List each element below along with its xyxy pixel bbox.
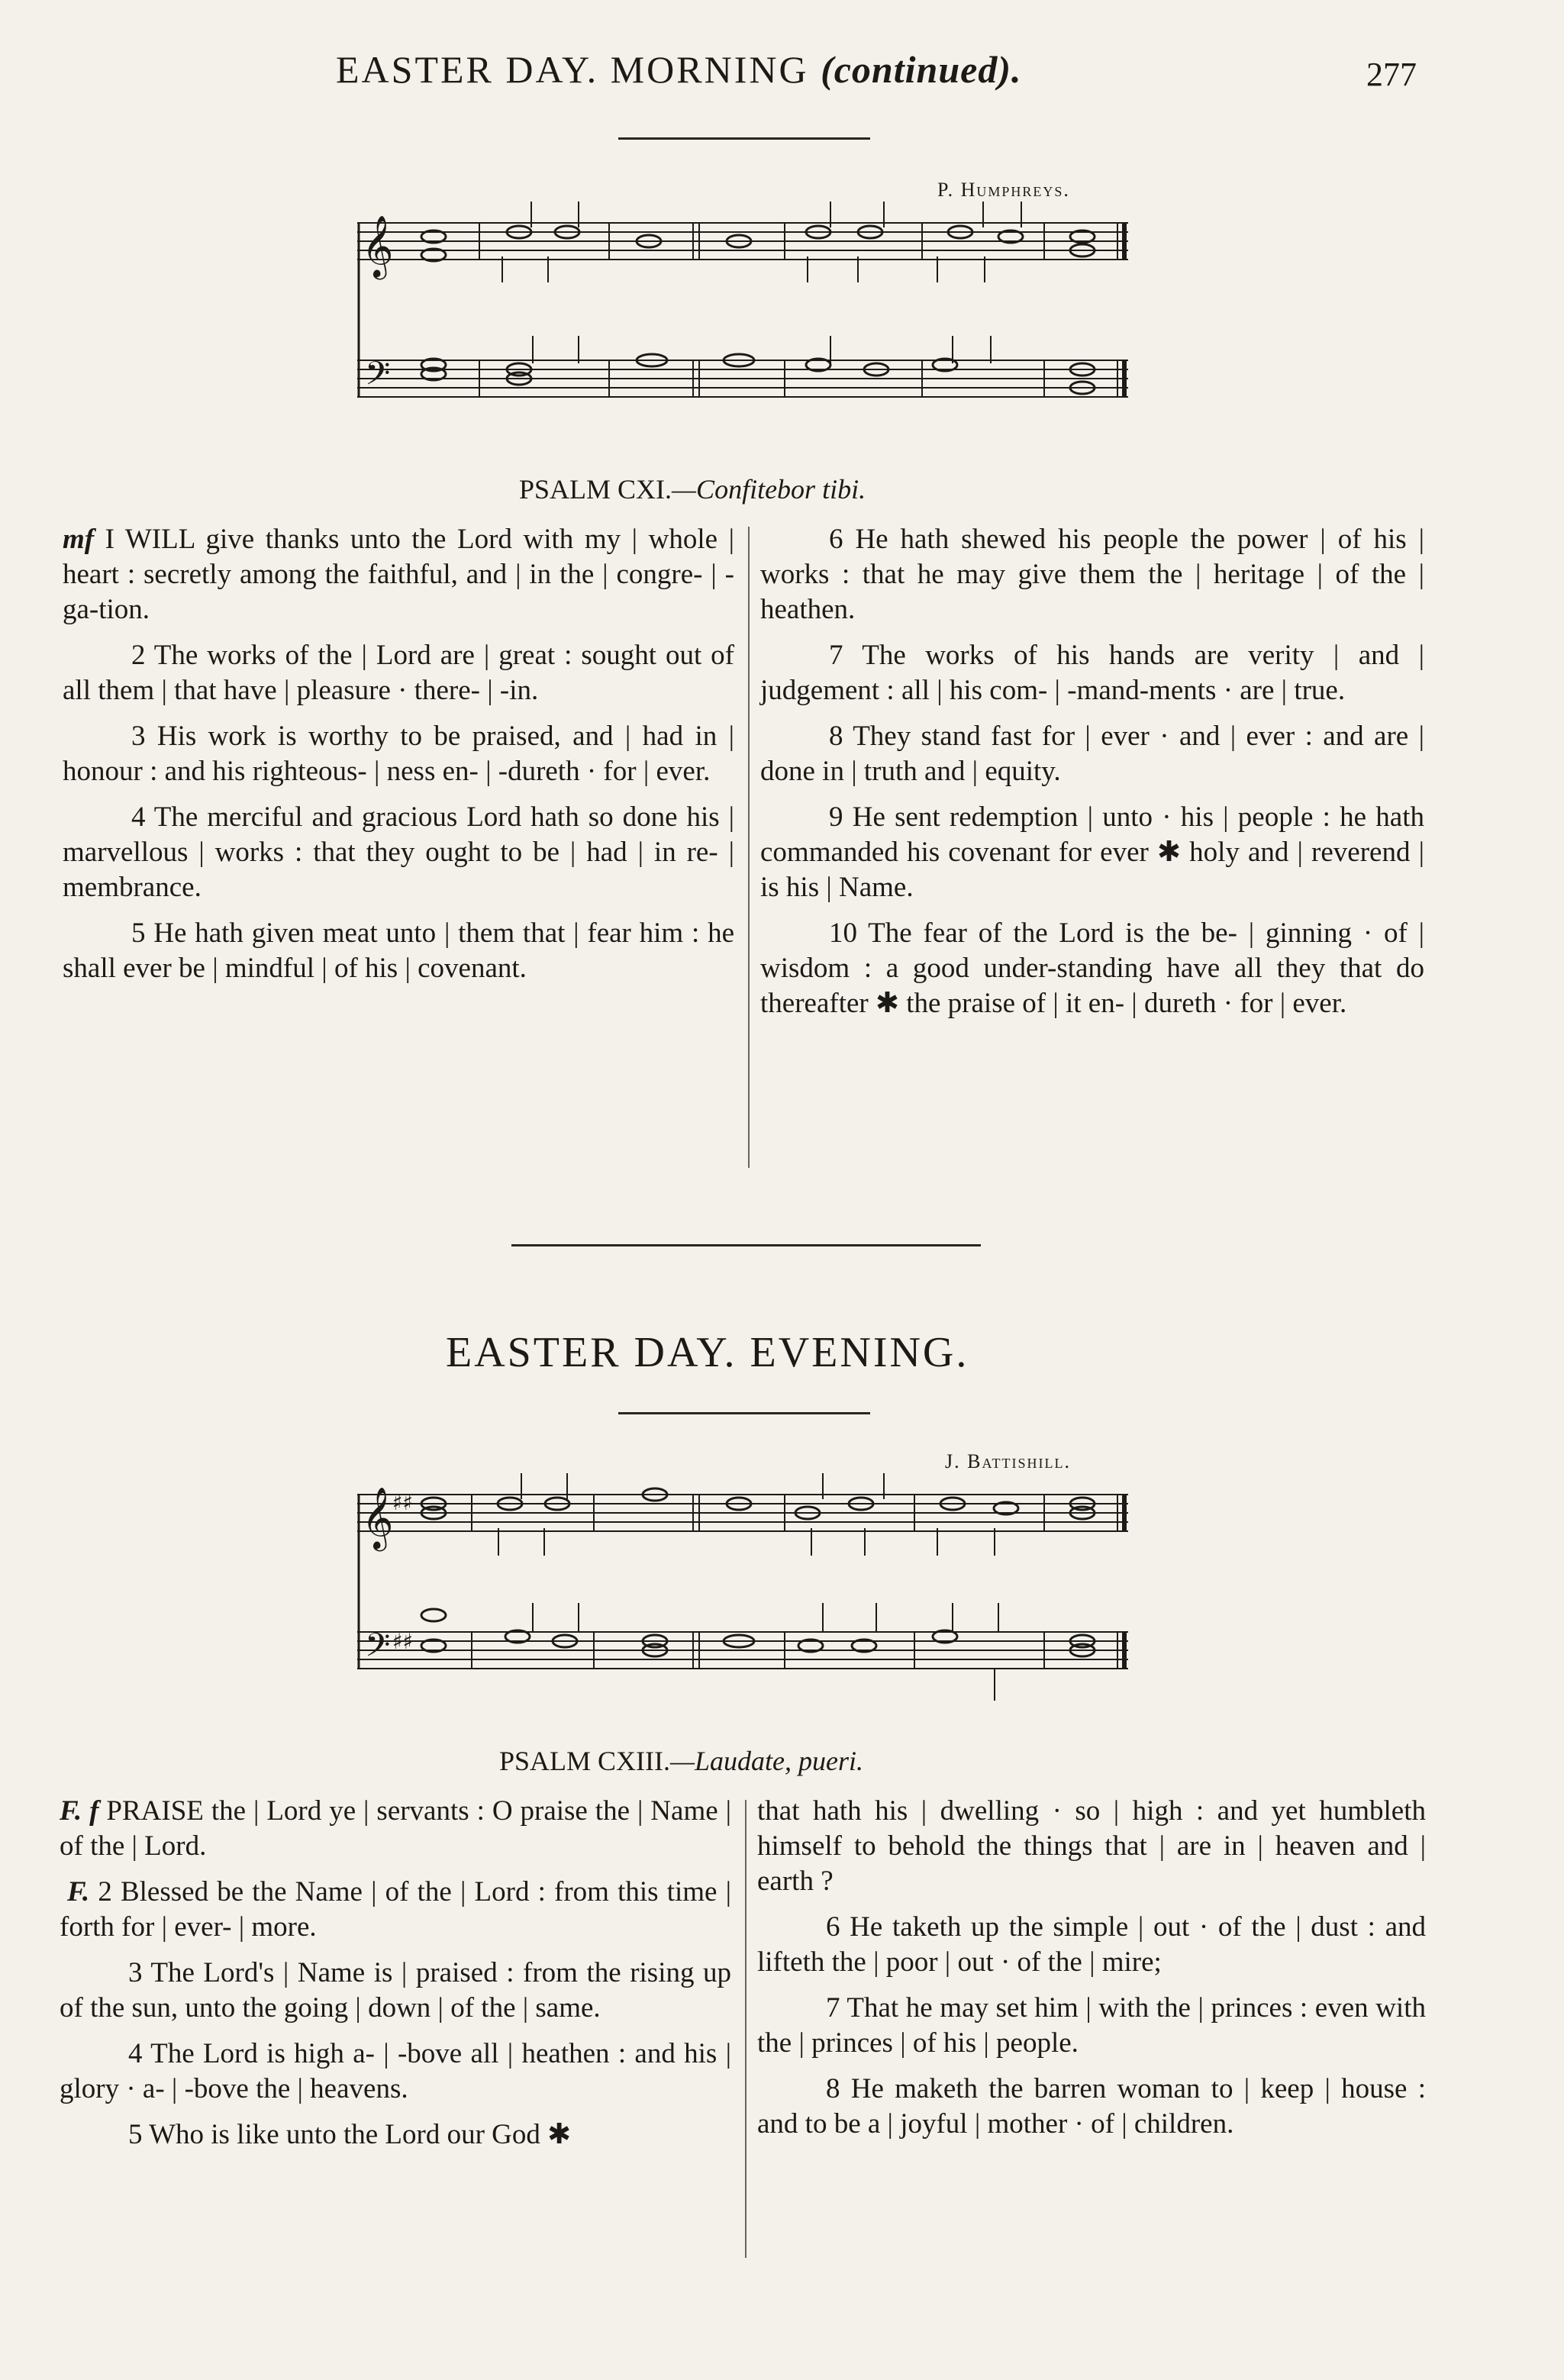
header-rule — [618, 137, 870, 140]
header-continued: (continued). — [821, 48, 1022, 91]
verse: 3 His work is worthy to be praised, and | had in | honour : and his righteous- | ness en- | -dureth · for | ever. — [63, 721, 734, 787]
verse: 4 The Lord is high a- | -bove all | heathen : and his | glory · a- | -bove the | heavens. — [60, 2038, 731, 2104]
evening-psalm-subtitle: —Laudate, pueri. — [670, 1746, 864, 1776]
dynamic-mark: mf — [63, 524, 95, 555]
svg-text:𝄞: 𝄞 — [362, 1486, 394, 1549]
svg-text:𝄞: 𝄞 — [362, 214, 394, 277]
svg-text:♯♯: ♯♯ — [392, 1490, 414, 1515]
dynamic-mark: F. f — [60, 1795, 99, 1827]
verse: 5 Who is like unto the Lord our God ✱ — [128, 2119, 572, 2150]
morning-psalm-heading — [519, 473, 866, 505]
verse: 7 The works of his hands are verity | and | judgement : all | his com- | -mand-ments · are | true. — [760, 640, 1424, 706]
verse: 10 The fear of the Lord is the be- | ginning · of | wisdom : a good under-standing have all they that do thereafter ✱ the praise of | it en- | dureth · for | ever. — [760, 917, 1424, 1019]
svg-text:♯♯: ♯♯ — [392, 1629, 414, 1654]
morning-chant-score — [357, 200, 1136, 406]
verse: 2 The works of the | Lord are | great : sought out of all them | that have | pleasure · there- | -in. — [63, 640, 734, 706]
verse — [63, 522, 734, 627]
verse: 5 He hath given meat unto | them that | fear him : he shall ever be | mindful | of his | covenant. — [63, 917, 734, 984]
verse: 8 They stand fast for | ever · and | ever : and are | done in | truth and | equity. — [760, 721, 1424, 787]
morning-left-column — [63, 522, 734, 997]
verse: 6 He hath shewed his people the power | of his | works : that he may give them the | heritage | of the | heathen. — [760, 524, 1424, 625]
evening-psalm-title: PSALM CXIII. — [499, 1746, 671, 1776]
verse-text: I WILL give thanks unto the Lord with my | whole | heart : secretly among the faithful, and | in the | congre- | -ga-tion. — [63, 524, 735, 625]
evening-composer: J. Battishill. — [945, 1450, 1071, 1472]
morning-psalm-subtitle: —Confitebor tibi. — [672, 474, 866, 505]
verse: 9 He sent redemption | unto · his | people : he hath commanded his covenant for ever ✱ holy and | reverend | is his | Name. — [760, 801, 1424, 903]
svg-text:𝄢: 𝄢 — [365, 1627, 391, 1672]
header-title: EASTER DAY. MORNING — [336, 48, 809, 91]
page-number: 277 — [1366, 56, 1417, 93]
evening-chant-score — [357, 1472, 1136, 1701]
column-divider — [745, 1800, 747, 2258]
verse: 3 The Lord's | Name is | praised : from the rising up of the sun, unto the going | down | of the | same. — [60, 1957, 731, 2024]
section-divider — [511, 1244, 981, 1246]
morning-psalm-title: PSALM CXI. — [519, 474, 672, 505]
evening-psalm-heading — [499, 1745, 863, 1777]
verse — [60, 1794, 731, 1864]
verse: 4 The merciful and gracious Lord hath so done his | marvellous | works : that they ought to be | had | in re- | membrance. — [63, 801, 734, 903]
verse: that hath his | dwelling · so | high : and yet humbleth himself to behold the things that | are in | heaven and | earth ? — [757, 1795, 1426, 1897]
evening-title-rule — [618, 1412, 870, 1414]
verse-text: 2 Blessed be the Name | of the | Lord : from this time | forth for | ever- | more. — [60, 1876, 732, 1943]
svg-text:𝄢: 𝄢 — [365, 355, 391, 401]
verse: 6 He taketh up the simple | out · of the | dust : and lifteth the | poor | out · of the | mire; — [757, 1911, 1426, 1978]
verse: 7 That he may set him | with the | princes : even with the | princes | of his | people. — [757, 1992, 1426, 2059]
page-header — [336, 47, 1021, 92]
morning-right-column — [760, 522, 1424, 1032]
column-divider — [748, 527, 750, 1168]
morning-composer: P. Humphreys. — [937, 179, 1070, 201]
evening-right-column — [757, 1794, 1426, 2153]
evening-section-title: EASTER DAY. EVENING. — [446, 1329, 969, 1376]
verse: 8 He maketh the barren woman to | keep | house : and to be a | joyful | mother · of | children. — [757, 2073, 1426, 2140]
verse-text: PRAISE the | Lord ye | servants : O praise the | Name | of the | Lord. — [60, 1795, 732, 1862]
dynamic-mark: F. — [67, 1876, 90, 1908]
evening-left-column — [60, 1794, 731, 2163]
verse — [60, 1875, 731, 1945]
